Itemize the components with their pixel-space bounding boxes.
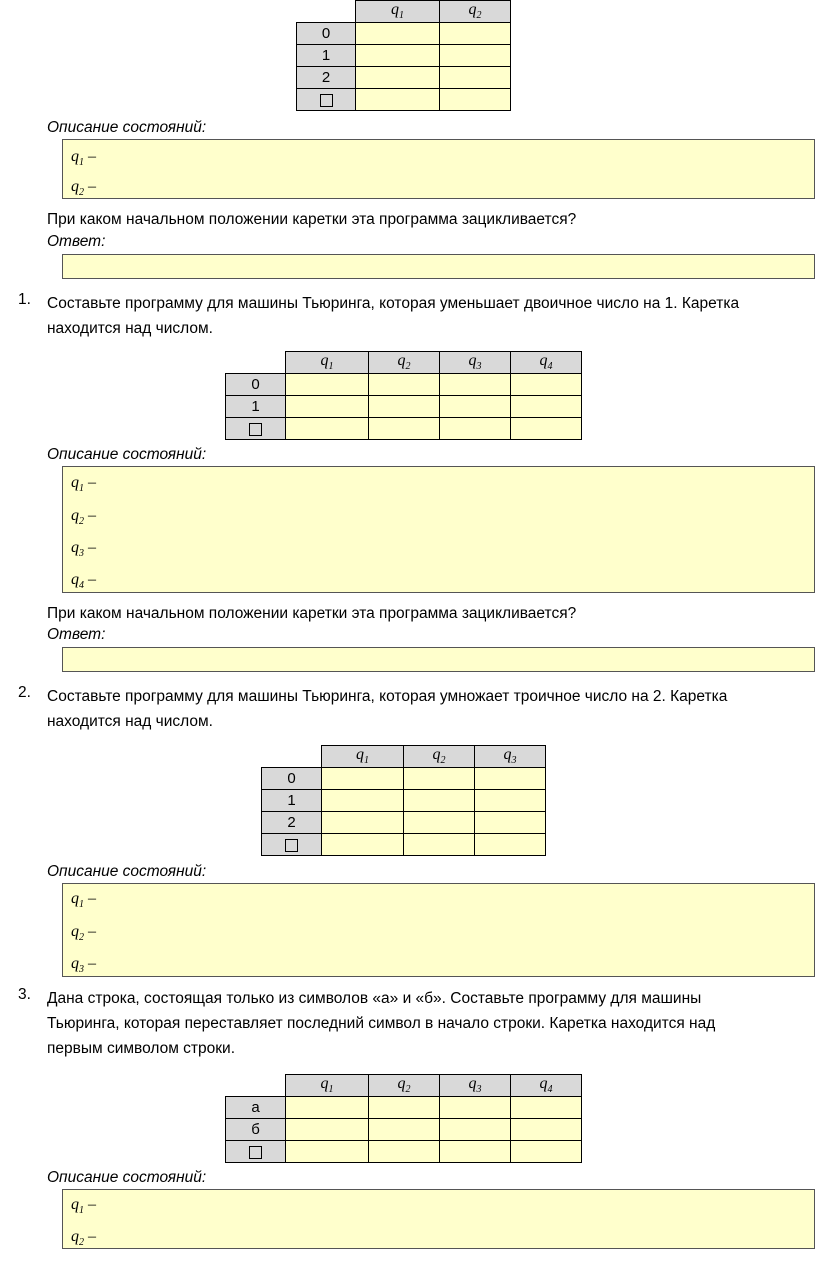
answer-cell[interactable] [369, 1097, 440, 1119]
answer-cell[interactable] [440, 1119, 511, 1141]
answer-cell[interactable] [356, 67, 440, 89]
answer-cell[interactable] [369, 1119, 440, 1141]
answer-cell[interactable] [511, 374, 582, 396]
state-header-q2: $q_2$ [369, 1075, 440, 1097]
answer-cell[interactable] [440, 418, 511, 440]
answer-cell[interactable] [286, 396, 369, 418]
state-header-q1: $q_1$ [356, 1, 440, 23]
state-header-q3: $q_3$ [475, 746, 546, 768]
answer-cell[interactable] [286, 1141, 369, 1163]
symbol-cell: 0 [226, 374, 286, 396]
state-desc-q4: $q_4$ – [71, 571, 96, 592]
symbol-cell: а [226, 1097, 286, 1119]
answer-cell[interactable] [511, 1141, 582, 1163]
answer-cell[interactable] [511, 418, 582, 440]
answer-cell[interactable] [369, 374, 440, 396]
answer-cell[interactable] [475, 812, 546, 834]
transition-table-3 [261, 745, 546, 856]
answer-cell[interactable] [286, 1097, 369, 1119]
task-text-line: Составьте программу для машины Тьюринга, которая уменьшает двоичное число на 1. Каретка [47, 295, 740, 312]
state-desc-q1: $q_1$ – [71, 890, 96, 911]
answer-cell[interactable] [286, 1119, 369, 1141]
answer-cell[interactable] [440, 1141, 511, 1163]
blank-symbol-cell [262, 834, 322, 856]
symbol-cell: 1 [297, 45, 356, 67]
state-header-q3: $q_3$ [440, 1075, 511, 1097]
table-corner [226, 352, 286, 374]
transition-table-4 [225, 1074, 582, 1163]
task-text-line: Составьте программу для машины Тьюринга, которая умножает троичное число на 2. Каретка [47, 688, 728, 705]
answer-cell[interactable] [356, 23, 440, 45]
blank-square-icon [249, 423, 262, 436]
answer-cell[interactable] [286, 418, 369, 440]
answer-field[interactable] [62, 254, 815, 279]
loop-question: При каком начальном положении каретки эта программа зацикливается? [47, 211, 577, 228]
state-header-q1: $q_1$ [322, 746, 404, 768]
answer-cell[interactable] [322, 834, 404, 856]
answer-label: Ответ: [47, 233, 106, 250]
desc-label: Описание состояний: [47, 446, 207, 463]
states-description-box[interactable] [62, 1189, 815, 1249]
answer-cell[interactable] [440, 374, 511, 396]
task-text-line: первым символом строки. [47, 1040, 236, 1057]
task-number: 2. [18, 684, 31, 701]
desc-label: Описание состояний: [47, 119, 207, 136]
answer-cell[interactable] [440, 89, 511, 111]
answer-cell[interactable] [475, 790, 546, 812]
table-corner [226, 1075, 286, 1097]
states-description-box[interactable] [62, 139, 815, 199]
blank-square-icon [320, 94, 333, 107]
state-desc-q2: $q_2$ – [71, 923, 96, 944]
answer-cell[interactable] [475, 768, 546, 790]
transition-table-1 [296, 0, 511, 111]
task-text-line: Дана строка, состоящая только из символов «а» и «б». Составьте программу для машины [47, 990, 702, 1007]
blank-symbol-cell [297, 89, 356, 111]
state-desc-q1: $q_1$ – [71, 148, 96, 169]
state-desc-q1: $q_1$ – [71, 1196, 96, 1217]
loop-question: При каком начальном положении каретки эта программа зацикливается? [47, 605, 577, 622]
symbol-cell: 1 [262, 790, 322, 812]
symbol-cell: б [226, 1119, 286, 1141]
answer-cell[interactable] [322, 812, 404, 834]
task-text-line: находится над числом. [47, 713, 213, 730]
answer-cell[interactable] [404, 790, 475, 812]
answer-cell[interactable] [440, 45, 511, 67]
answer-cell[interactable] [286, 374, 369, 396]
state-header-q2: $q_2$ [404, 746, 475, 768]
task-text [47, 684, 807, 734]
symbol-cell: 1 [226, 396, 286, 418]
answer-cell[interactable] [404, 812, 475, 834]
state-header-q3: $q_3$ [440, 352, 511, 374]
answer-cell[interactable] [404, 834, 475, 856]
table-corner [262, 746, 322, 768]
task-text-line: находится над числом. [47, 320, 213, 337]
answer-cell[interactable] [356, 89, 440, 111]
answer-cell[interactable] [369, 418, 440, 440]
state-desc-q1: $q_1$ – [71, 474, 96, 495]
answer-cell[interactable] [322, 768, 404, 790]
blank-symbol-cell [226, 418, 286, 440]
answer-label: Ответ: [47, 626, 106, 643]
blank-square-icon [285, 839, 298, 852]
answer-cell[interactable] [369, 1141, 440, 1163]
answer-cell[interactable] [322, 790, 404, 812]
blank-symbol-cell [226, 1141, 286, 1163]
state-header-q1: $q_1$ [286, 1075, 369, 1097]
symbol-cell: 0 [262, 768, 322, 790]
answer-cell[interactable] [356, 45, 440, 67]
answer-cell[interactable] [369, 396, 440, 418]
answer-cell[interactable] [511, 1097, 582, 1119]
state-header-q4: $q_4$ [511, 1075, 582, 1097]
answer-cell[interactable] [475, 834, 546, 856]
answer-cell[interactable] [440, 67, 511, 89]
task-text [47, 291, 807, 341]
answer-cell[interactable] [404, 768, 475, 790]
blank-square-icon [249, 1146, 262, 1159]
answer-field[interactable] [62, 647, 815, 672]
answer-cell[interactable] [511, 1119, 582, 1141]
task-number: 3. [18, 986, 31, 1003]
symbol-cell: 0 [297, 23, 356, 45]
table-corner [297, 1, 356, 23]
desc-label: Описание состояний: [47, 863, 207, 880]
state-header-q2: $q_2$ [440, 1, 511, 23]
symbol-cell: 2 [262, 812, 322, 834]
task-number: 1. [18, 291, 31, 308]
answer-cell[interactable] [440, 23, 511, 45]
answer-cell[interactable] [511, 396, 582, 418]
state-desc-q3: $q_3$ – [71, 955, 96, 976]
state-desc-q2: $q_2$ – [71, 507, 96, 528]
transition-table-2 [225, 351, 582, 440]
task-text [47, 986, 807, 1061]
state-desc-q3: $q_3$ – [71, 539, 96, 560]
states-description-box[interactable] [62, 883, 815, 977]
answer-cell[interactable] [440, 1097, 511, 1119]
state-desc-q2: $q_2$ – [71, 1228, 96, 1249]
desc-label: Описание состояний: [47, 1169, 207, 1186]
answer-cell[interactable] [440, 396, 511, 418]
state-header-q2: $q_2$ [369, 352, 440, 374]
task-text-line: Тьюринга, которая переставляет последний символ в начало строки. Каретка находится над [47, 1015, 716, 1032]
state-header-q1: $q_1$ [286, 352, 369, 374]
states-description-box[interactable] [62, 466, 815, 593]
state-desc-q2: $q_2$ – [71, 178, 96, 199]
symbol-cell: 2 [297, 67, 356, 89]
state-header-q4: $q_4$ [511, 352, 582, 374]
